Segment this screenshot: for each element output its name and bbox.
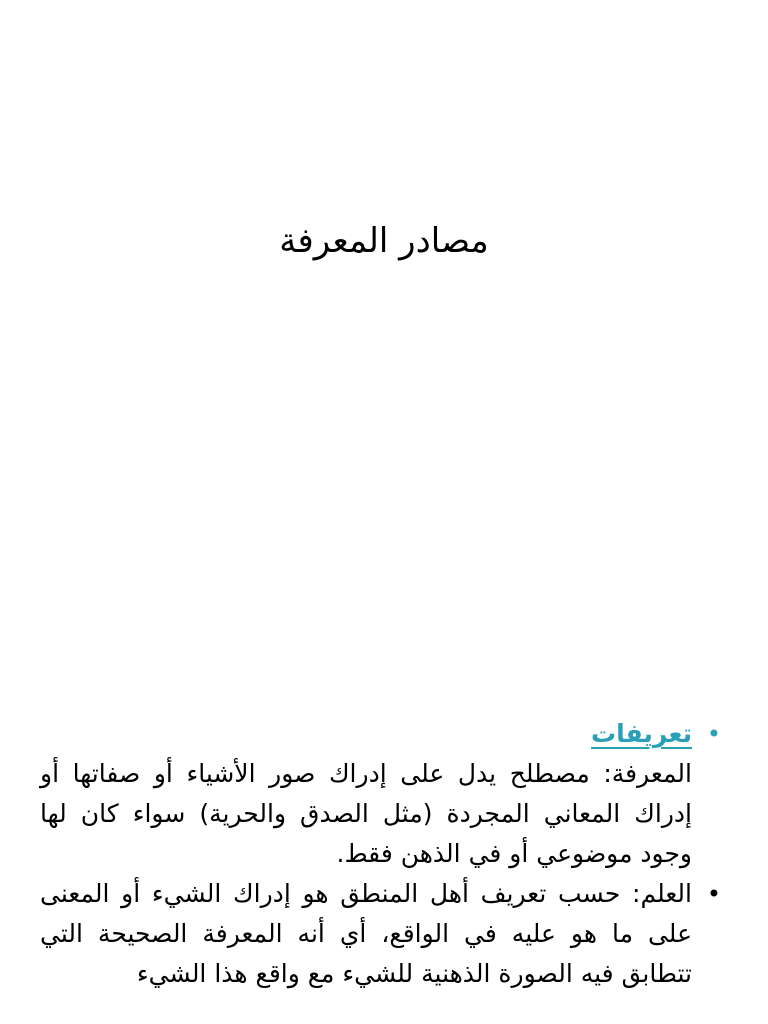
- list-item-heading: [40, 714, 740, 754]
- bullet-icon: •: [706, 720, 722, 748]
- list-item-science: [40, 874, 740, 994]
- science-definition-text: العلم: حسب تعريف أهل المنطق هو إدراك الشيء أو المعنى على ما هو عليه في الواقع، أي أنه المعرفة الصحيحة التي تتطابق فيه الصورة الذهنية للشيء مع واقع هذا الشيء: [40, 879, 692, 988]
- slide-title: مصادر المعرفة: [279, 221, 489, 261]
- bullet-icon: •: [706, 880, 722, 908]
- section-heading-link[interactable]: تعريفات: [591, 719, 692, 748]
- definition-paragraph: المعرفة: مصطلح يدل على إدراك صور الأشياء أو صفاتها أو إدراك المعاني المجردة (مثل الصدق والحرية) سواء كان لها وجود موضوعي أو في الذهن فقط.: [40, 759, 692, 868]
- slide-body: [40, 714, 740, 994]
